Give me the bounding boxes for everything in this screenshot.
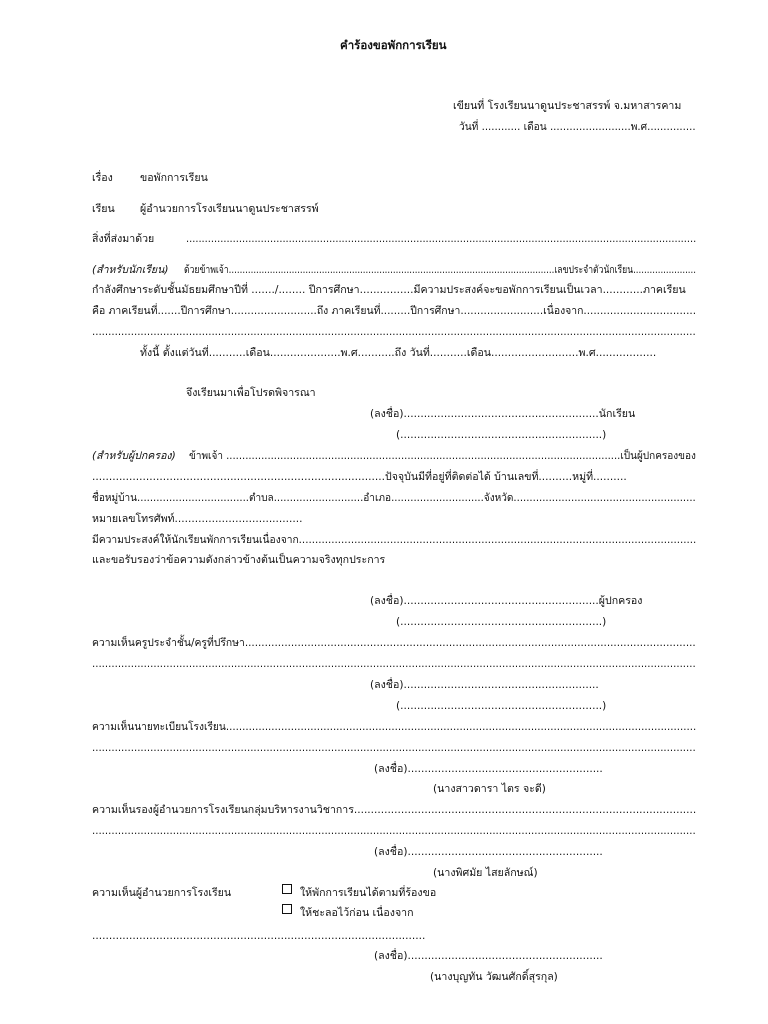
- approve-checkbox[interactable]: [282, 884, 292, 894]
- director-signature: (ลงชื่อ)..........................................................: [374, 950, 603, 962]
- student-line-2: กำลังศึกษาระดับชั้นมัธยมศึกษาปีที่ ......./........ ปีการศึกษา................มีความประสงค์จะขอพักการเรียนเป็นเวลา............ภาคเรียน: [92, 284, 686, 296]
- enclosure-dots: ....................................................................................................................................................................: [186, 233, 697, 245]
- guardian-line-5: มีความประสงค์ให้นักเรียนพักการเรียนเนื่องจาก..........................................................................................................................: [92, 534, 697, 546]
- guardian-heading: (สำหรับผู้ปกครอง): [92, 450, 176, 462]
- student-period: ทั้งนี้ ตั้งแต่วันที่...........เดือน.....................พ.ศ...........ถึง วันที่...........เดือน..........................พ.ศ..................: [140, 347, 657, 359]
- guardian-signature: (ลงชื่อ)..........................................................ผู้ปกครอง: [370, 595, 643, 607]
- subject-text: ขอพักการเรียน: [140, 172, 208, 184]
- advisor-signature: (ลงชื่อ)..........................................................: [370, 679, 599, 691]
- deputy-opinion-label: ความเห็นรองผู้อำนวยการโรงเรียนกลุ่มบริหารงานวิชาการ......................................................................................................: [92, 804, 697, 816]
- form-title: คำร้องขอพักการเรียน: [340, 38, 447, 52]
- guardian-line-2: .......................................................................................ปัจจุบันมีที่อยู่ที่ติดต่อได้ บ้านเลขที่..........หมู่ที่..........: [92, 471, 627, 483]
- approve-option-label: ให้พักการเรียนได้ตามที่ร้องขอ: [300, 887, 437, 899]
- written-at: เขียนที่ โรงเรียนนาดูนประชาสรรพ์ จ.มหาสารคาม: [453, 100, 682, 112]
- student-line-1: ด้วยข้าพเจ้า.......................................................................................................................เลขประจำตัวนักเรียน.......................: [184, 264, 697, 276]
- addressee-label: เรียน: [92, 203, 115, 215]
- defer-checkbox[interactable]: [282, 904, 292, 914]
- student-heading: (สำหรับนักเรียน): [92, 264, 169, 276]
- student-signature: (ลงชื่อ)..........................................................นักเรียน: [370, 408, 636, 420]
- addressee-text: ผู้อำนวยการโรงเรียนนาดูนประชาสรรพ์: [140, 203, 319, 215]
- closing-text: จึงเรียนมาเพื่อโปรดพิจารณา: [186, 387, 316, 399]
- student-name-paren: (............................................................): [396, 429, 607, 441]
- enclosure-label: สิ่งที่ส่งมาด้วย: [92, 233, 155, 245]
- registrar-opinion-dots: ...........................................................................................................................................................................................: [92, 742, 696, 754]
- director-name: (นางบุญทัน วัฒนศักดิ์สุรกุล): [430, 971, 558, 983]
- date-line: วันที่ ............ เดือน .........................พ.ศ...............: [459, 121, 696, 133]
- advisor-opinion-dots: ...........................................................................................................................................................................................: [92, 658, 696, 670]
- guardian-line-3: ชื่อหมู่บ้าน...................................ตำบล............................อำเภอ.............................จังหวัด.........................................................: [92, 492, 696, 504]
- student-line-3: คือ ภาคเรียนที่.......ปีการศึกษา..........................ถึง ภาคเรียนที่.........ปีการศึกษา.........................เนื่องจาก..................................: [92, 305, 697, 317]
- subject-label: เรื่อง: [92, 172, 113, 184]
- director-opinion-label: ความเห็นผู้อำนวยการโรงเรียน: [92, 887, 232, 899]
- defer-option-label: ให้ชะลอไว้ก่อน เนื่องจาก: [300, 907, 414, 919]
- guardian-line-6: และขอรับรองว่าข้อความดังกล่าวข้างต้นเป็นความจริงทุกประการ: [92, 554, 386, 566]
- advisor-opinion-label: ความเห็นครูประจำชั้น/ครูที่ปรึกษา.........................................................................................................................................: [92, 637, 696, 649]
- deputy-opinion-dots: ...........................................................................................................................................................................................: [92, 825, 696, 837]
- registrar-name: (นางสาวดารา ไตร จะดี): [433, 783, 546, 795]
- advisor-name-paren: (............................................................): [396, 700, 607, 712]
- director-opinion-dots: ...................................................................................................: [92, 930, 426, 942]
- registrar-opinion-label: ความเห็นนายทะเบียนโรงเรียน.................................................................................................................................................: [92, 721, 697, 733]
- registrar-signature: (ลงชื่อ)..........................................................: [374, 763, 603, 775]
- deputy-name: (นางพิศมัย ไสยลักษณ์): [433, 867, 538, 879]
- guardian-name-paren: (............................................................): [396, 616, 607, 628]
- guardian-line-1: ข้าพเจ้า ............................................................................................................................เป็นผู้ปกครองของ: [189, 450, 696, 462]
- student-line-4: ...........................................................................................................................................................................................: [92, 326, 696, 338]
- deputy-signature: (ลงชื่อ)..........................................................: [374, 846, 603, 858]
- guardian-phone: หมายเลขโทรศัพท์......................................: [92, 513, 303, 525]
